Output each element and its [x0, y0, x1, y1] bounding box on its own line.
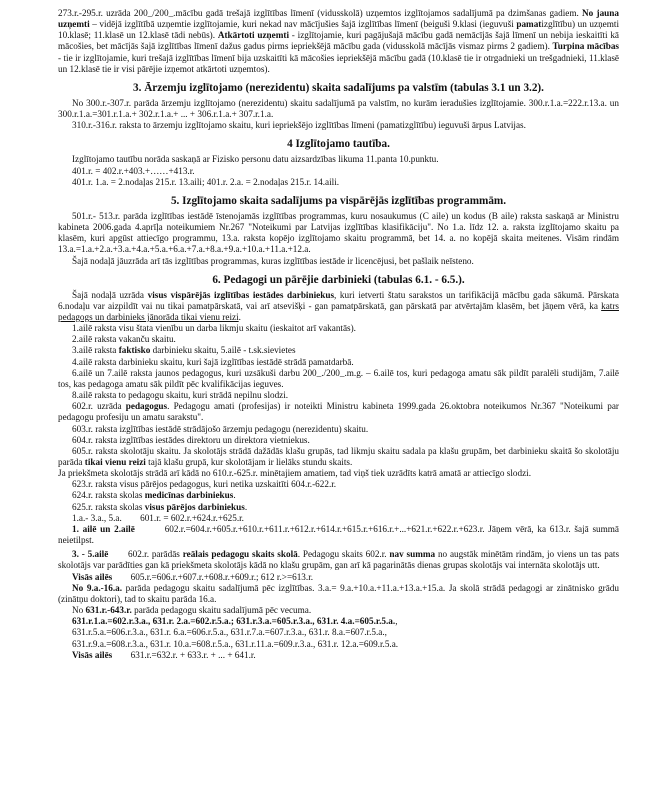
text: 273.r.-295.r. uzrāda 200_/200_.mācību gadā trešajā izglītības līmenī (vidusskolā) uzņemtos izglītojamos sadalījumā pa dzimšanas gadiem.: [58, 8, 583, 18]
section-4-formula-2: 401.r. 1.a. = 2.nodaļas 215.r. 13.aili; 401.r. 2.a. = 2.nodaļas 215.r. 14.aili.: [72, 176, 340, 187]
emphasis: Visās ailēs: [72, 649, 113, 660]
row-624-note: [58, 490, 619, 501]
term-re-enrolled: Atkārtoti uzņemti: [217, 30, 290, 41]
text: izglītību) un uzņemti 10.klasē; 11.klasē un 12.klasē tādi nebūs).: [58, 19, 620, 41]
text: parāda pedagogu skaitu sadalījumā pēc vecuma.: [131, 605, 312, 616]
text: - tie ir izglītojamie, kuri trešajā izglītības līmenī bija uzskaitīti kā mācošies iepriekšējā mācību gadā (10.klasē tie ir otrgadnieki un trešgadnieki, 11.klasē un 12.klasē tie ir visi pārējie izņemot atkārtoti uzņemtos).: [58, 52, 619, 74]
underlined-note: katrs pedagogs un darbinieks jānorāda tikai vienu reizi: [58, 300, 619, 322]
section-3-paragraph-1: No 300.r.-307.r. parāda ārzemju izglītojamo (nerezidentu) skaitu sadalījumā pa valstīm, no kurām ieradušies izglītojamie. 300.r.1.a.=222.r.13.a. un 300.r.1.a.=301.r.1.a.+ 302.r.1.a.+ ... + 306.r.1.a.+ 307.r.1.a.: [58, 97, 619, 120]
section-3-heading: 3. Ārzemju izglītojamo (nerezidentu) skaita sadalījums pa valstīm (tabulas 3.1 un 3.2).: [133, 81, 544, 94]
column-note-1: 1.ailē raksta visu štata vienību un darba likmju skaitu (ieskaitot arī vakantās).: [72, 323, 356, 334]
term-basic: pamat: [516, 19, 542, 30]
emphasis: nav summa: [389, 549, 436, 560]
text: 605.r. raksta skolotāju skaitu. Ja skolotājs strādā dažādās klašu grupās, tad likmju skaitu sadala pa klašu grupām, bet darbinieku skaitā šo skolotāju parāda: [58, 445, 619, 467]
text: . Pedagogu skaits 602.r.: [297, 549, 390, 560]
row-623-note: 623.r. raksta visus pārējos pedagogus, kuri netika uzskaitīti 604.r.-622.r.: [72, 479, 337, 490]
column-note-6-7: 6.ailē un 7.ailē raksta jaunos pedagogus, kuri uzsākuši darbu 200_./200_.m.g. – 6.ailē tos, kuri pedagoga amatu sāk pildīt paralēli studijām, 7.ailē tos, kas pedagoga amatu sāk pildīt pēc kvalifikācijas ieguves.: [58, 367, 619, 389]
column-note-8: 8.ailē raksta to pedagogu skaitu, kuri strādā nepilnu slodzi.: [72, 390, 289, 401]
row-602-note: [58, 401, 619, 423]
education-columns-note: [58, 583, 619, 605]
text: ,: [395, 616, 398, 627]
column-note-4: 4.ailē raksta darbinieku skaitu, kuri šajā izglītības iestādē strādā pamatdarbā.: [72, 356, 354, 367]
emphasis: 3. - 5.ailē: [72, 549, 109, 560]
column-note-2: 2.ailē raksta vakanču skaitu.: [72, 334, 176, 345]
emphasis: visus pārējos darbiniekus: [144, 501, 245, 512]
row-625-note: [58, 502, 619, 513]
section-5-heading: 5. Izglītojamo skaita sadalījums pa vispārējās izglītības programmām.: [170, 194, 507, 207]
intro-paragraph: [58, 8, 619, 75]
row-605-note: [58, 446, 619, 468]
age-formula-2: 631.r.5.a.=606.r.3.a., 631.r. 6.a.=606.r.5.a., 631.r.7.a.=607.r.3.a., 631.r. 8.a.=607.r.5.a.,: [72, 627, 387, 638]
emphasis: 1. ailē un 2.ailē: [72, 523, 135, 534]
section-4-paragraph-1: Izglītojamo tautību norāda saskaņā ar Fizisko personu datu aizsardzības likuma 11.panta 10.punktu.: [72, 154, 439, 165]
term-continuing: Turpina mācības: [552, 41, 619, 52]
text: 625.r. raksta skolas: [72, 501, 145, 512]
age-rows-note: [58, 605, 619, 616]
text: darbinieku skaitu, 5.ailē - t.sk.sievietes: [150, 345, 296, 356]
formula-605: [58, 572, 619, 583]
section-6-heading: 6. Pedagogi un pārējie darbinieki (tabulas 6.1. - 6.5.).: [212, 273, 465, 286]
emphasis: 631.r.-643.r.: [85, 605, 132, 616]
emphasis: reālais pedagogu skaits skolā: [182, 549, 298, 560]
text: 602.r.=604.r.+605.r.+610.r.+611.r.+612.r.+614.r.+615.r.+616.r.+...+621.r.+622.r.+623.r. Jāņem vērā, ka 613.r. šajā summā neietilpst.: [58, 523, 622, 546]
text: .: [244, 501, 248, 512]
text: .: [233, 490, 236, 501]
formula-601: 1.a.- 3.a., 5.a. 601.r. = 602.r.+624.r.+625.r.: [72, 512, 244, 523]
emphasis: tikai vienu reizi: [84, 457, 146, 467]
section-5-paragraph-1: 501.r.- 513.r. parāda izglītības iestādē īstenojamās izglītības programmas, kuru nosaukumus (C aile) un kodus (B aile) raksta saskaņā ar Ministru kabineta 2006.gada 4.aprīļa noteikumiem Nr.267 "Noteikumi par Latvijas izglītības klasifikāciju". No 1.a. līdz 12. a. raksta izglītojamo skaitu pa klasēm, kuri apgūst attiecīgo programmu, 13.a. raksta kopējo izglītojamo skaitu programmā, bet 14. a. no kopējā skaita meitenes. Visām rindām 13.a.=1.a.+2.a.+3.a.+4.a.+5.a.+6.a.+7.a.+8.a.+9.a.+10.a.+11.a.+12.a.: [58, 210, 619, 255]
row-610-625-note: Ja priekšmeta skolotājs strādā arī kādā no 610.r.-625.r. minētajiem amatiem, tad viņš tiek uzrādīts katrā amatā ar attiecīgo slodzi.: [58, 468, 532, 479]
emphasis: visus vispārējās izglītības iestādes darbiniekus: [147, 289, 335, 300]
text: no augstāk minētām rindām, jo viens un tas pats skolotājs var parādīties gan kā priekšmeta skolotājs kādā no klašu grupām, gan arī kā pagarinātās dienas grupas skolotājs vai internāta skolotājs utt.: [58, 549, 622, 571]
text: , kuri ietverti štatu sarakstos un tarifikācijā mācību gada sākumā. Pārskata 6.nodaļu var aizpildīt vai nu tikai pamatpārskatā, vai arī atsevišķi - gan pamatpārskatā, gan pārskatā par atvērtajām klasēm, bet jāņem vērā, ka: [58, 289, 620, 311]
text: 602.r. uzrāda: [72, 401, 126, 412]
text: 3.ailē raksta: [72, 345, 119, 356]
text: 602.r. parādās: [108, 549, 183, 560]
emphasis: pedagogus: [125, 401, 168, 412]
text: No: [72, 605, 86, 616]
formula-631: [58, 650, 619, 661]
emphasis: 631.r.1.a.=602.r.3.a., 631.r. 2.a.=602.r.5.a.; 631.r.3.a.=605.r.3.a., 631.r. 4.a.=605.r.5.a.: [72, 616, 396, 627]
section-4-heading: 4 Izglītojamo tautība.: [287, 138, 390, 151]
section-6-intro: [58, 290, 619, 323]
text: – vidējā izglītībā uzņemtie izglītojamie, kuri nekad nav mācījušies šajā izglītības līmenī (beiguši 9.klasi (ieguvuši: [89, 19, 517, 30]
text: 624.r. raksta skolas: [72, 490, 145, 501]
row-604-note: 604.r. raksta izglītības iestādes direktoru un direktora vietniekus.: [72, 434, 310, 445]
section-5-paragraph-2: Šajā nodaļā jāuzrāda arī tās izglītības programmas, kuras izglītības iestāde ir licencējusi, bet pašlaik neīsteno.: [72, 255, 474, 266]
text: - izglītojamie, kuri pagājušajā mācību gadā nemācījās šajā līmenī un nebija ieskaitīti kā mācošies, bet mācījās šajā izglītības līmenī dažus gadus pirms iepriekšējā mācību gada (vidusskolā mācījās vismaz pirms 2 gadiem).: [58, 30, 619, 52]
text: . Pedagogu amati (profesijas) ir noteikti Ministru kabineta 1999.gada 26.oktobra noteikumos Nr.367 "Noteikumi par pedagogu profesiju un amatu sarakstu".: [58, 401, 619, 423]
text: 631.r.=632.r. + 633.r. + ... + 641.r.: [112, 649, 256, 660]
text: Šajā nodaļā uzrāda: [72, 289, 148, 300]
age-formula-3: 631.r.9.a.=608.r.3.a., 631.r. 10.a.=608.r.5.a., 631.r.11.a.=609.r.3.a., 631.r. 12.a.=609.r.5.a.: [72, 638, 399, 649]
emphasis: medicīnas darbiniekus: [144, 490, 234, 501]
emphasis: faktisko: [118, 345, 151, 356]
row-603-note: 603.r. raksta izglītības iestādē strādājošo ārzemju pedagogu (nerezidentu) skaitu.: [72, 423, 369, 434]
text: tajā klašu grupā, kur skolotājam ir lielāks stundu skaits.: [145, 457, 353, 467]
formula-602-real-count: [58, 549, 622, 571]
section-4-formula-1: 401.r. = 402.r.+403.+……+413.r.: [72, 165, 195, 176]
formula-602: [58, 523, 622, 546]
text: .: [238, 311, 241, 322]
text: parāda pedagogu skaitu sadalījumā pēc izglītības. 3.a.= 9.a.+10.a.+11.a.+13.a.+15.a. Ja skolā strādā pedagogi ar zinātnisko grādu (zinātņu doktori), tad to skaitu parāda 16.a.: [58, 582, 619, 604]
text: 605.r.=606.r.+607.r.+608.r.+609.r.; 612 r.>=613.r.: [112, 571, 314, 582]
section-3-paragraph-2: 310.r.-316.r. raksta to ārzemju izglītojamo skaitu, kuri iepriekšējo izglītības līmeni (pamatizglītību) ieguvuši ārpus Latvijas.: [72, 120, 526, 131]
term-new-enrolled: No jauna uzņemti: [58, 8, 619, 30]
age-formula-1: [58, 616, 619, 627]
column-note-3: [58, 345, 619, 356]
emphasis: No 9.a.-16.a.: [72, 582, 123, 593]
emphasis: Visās ailēs: [72, 571, 113, 582]
